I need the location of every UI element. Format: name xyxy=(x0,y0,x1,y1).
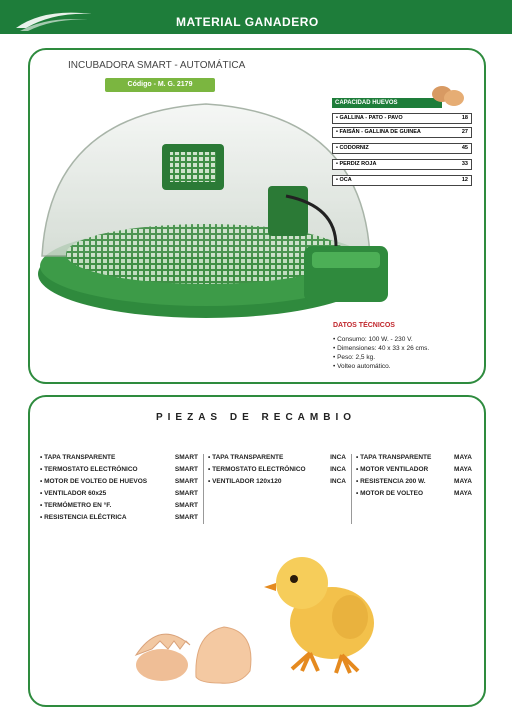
part-model: SMART xyxy=(174,454,198,461)
part-model: MAYA xyxy=(454,478,472,485)
part-model: MAYA xyxy=(454,454,472,461)
part-model: INCA xyxy=(330,454,346,461)
eggshell-image xyxy=(130,615,270,685)
part-name: • TERMOSTATO ELECTRÓNICO xyxy=(208,466,306,473)
capacity-row xyxy=(332,159,472,170)
part-model: SMART xyxy=(174,502,198,509)
part-name: • MOTOR DE VOLTEO DE HUEVOS xyxy=(40,478,148,485)
part-item xyxy=(356,454,472,466)
part-model: SMART xyxy=(174,514,198,521)
part-item xyxy=(40,514,198,526)
capacity-label: • PERDIZ ROJA xyxy=(336,161,377,167)
part-item xyxy=(208,478,346,490)
capacity-row xyxy=(332,113,472,124)
capacity-row xyxy=(332,143,472,154)
part-name: • MOTOR VENTILADOR xyxy=(356,466,429,473)
spec-item: • Consumo: 100 W. - 230 V. xyxy=(333,336,413,343)
chick-image xyxy=(262,545,382,675)
specs-title: DATOS TÉCNICOS xyxy=(333,322,395,329)
part-item xyxy=(356,490,472,502)
spec-item: • Peso: 2,5 kg. xyxy=(333,354,376,361)
part-name: • VENTILADOR 60x25 xyxy=(40,490,107,497)
capacity-label: • CODORNIZ xyxy=(336,145,369,151)
header-title: MATERIAL GANADERO xyxy=(176,15,319,29)
capacity-value: 12 xyxy=(461,177,468,183)
specs-list xyxy=(333,335,429,371)
part-name: • RESISTENCIA 200 W. xyxy=(356,478,426,485)
part-item xyxy=(40,466,198,478)
part-item xyxy=(356,466,472,478)
part-name: • MOTOR DE VOLTEO xyxy=(356,490,424,497)
part-item xyxy=(208,466,346,478)
part-name: • TAPA TRANSPARENTE xyxy=(356,454,432,461)
product-code-badge: Código - M. G. 2179 xyxy=(105,78,215,92)
capacity-value: 27 xyxy=(461,129,468,135)
swoosh-logo-icon xyxy=(14,6,94,32)
part-name: • TAPA TRANSPARENTE xyxy=(208,454,284,461)
capacity-label: • FAISÁN - GALLINA DE GUINEA xyxy=(336,129,421,135)
spec-item: • Dimensiones: 40 x 33 x 26 cms. xyxy=(333,345,430,352)
capacity-row xyxy=(332,175,472,186)
part-item xyxy=(40,490,198,502)
part-name: • VENTILADOR 120x120 xyxy=(208,478,282,485)
part-item xyxy=(40,478,198,490)
part-name: • RESISTENCIA ELÉCTRICA xyxy=(40,514,127,521)
column-divider xyxy=(351,454,352,524)
capacity-value: 33 xyxy=(461,161,468,167)
parts-column-inca xyxy=(208,454,346,490)
part-name: • TAPA TRANSPARENTE xyxy=(40,454,116,461)
spec-item: • Volteo automático. xyxy=(333,363,391,370)
parts-column-maya xyxy=(356,454,472,502)
capacity-label: • GALLINA - PATO - PAVO xyxy=(336,115,403,121)
part-model: INCA xyxy=(330,466,346,473)
parts-column-smart xyxy=(40,454,198,526)
part-model: INCA xyxy=(330,478,346,485)
part-model: SMART xyxy=(174,466,198,473)
eggs-icon xyxy=(422,80,472,110)
header-bar xyxy=(0,0,512,34)
column-divider xyxy=(203,454,204,524)
capacity-value: 18 xyxy=(461,115,468,121)
part-item xyxy=(40,502,198,514)
part-model: SMART xyxy=(174,490,198,497)
part-item xyxy=(356,478,472,490)
parts-title: PIEZAS DE RECAMBIO xyxy=(155,412,356,423)
part-name: • TERMOSTATO ELECTRÓNICO xyxy=(40,466,138,473)
part-model: MAYA xyxy=(454,490,472,497)
product-title: INCUBADORA SMART - AUTOMÁTICA xyxy=(68,60,246,71)
capacity-value: 45 xyxy=(461,145,468,151)
capacity-title: CAPACIDAD HUEVOS xyxy=(332,98,442,108)
part-item xyxy=(40,454,198,466)
part-model: MAYA xyxy=(454,466,472,473)
part-name: • TERMÓMETRO EN °F. xyxy=(40,502,112,509)
part-model: SMART xyxy=(174,478,198,485)
capacity-row xyxy=(332,127,472,138)
capacity-label: • OCA xyxy=(336,177,352,183)
part-item xyxy=(208,454,346,466)
